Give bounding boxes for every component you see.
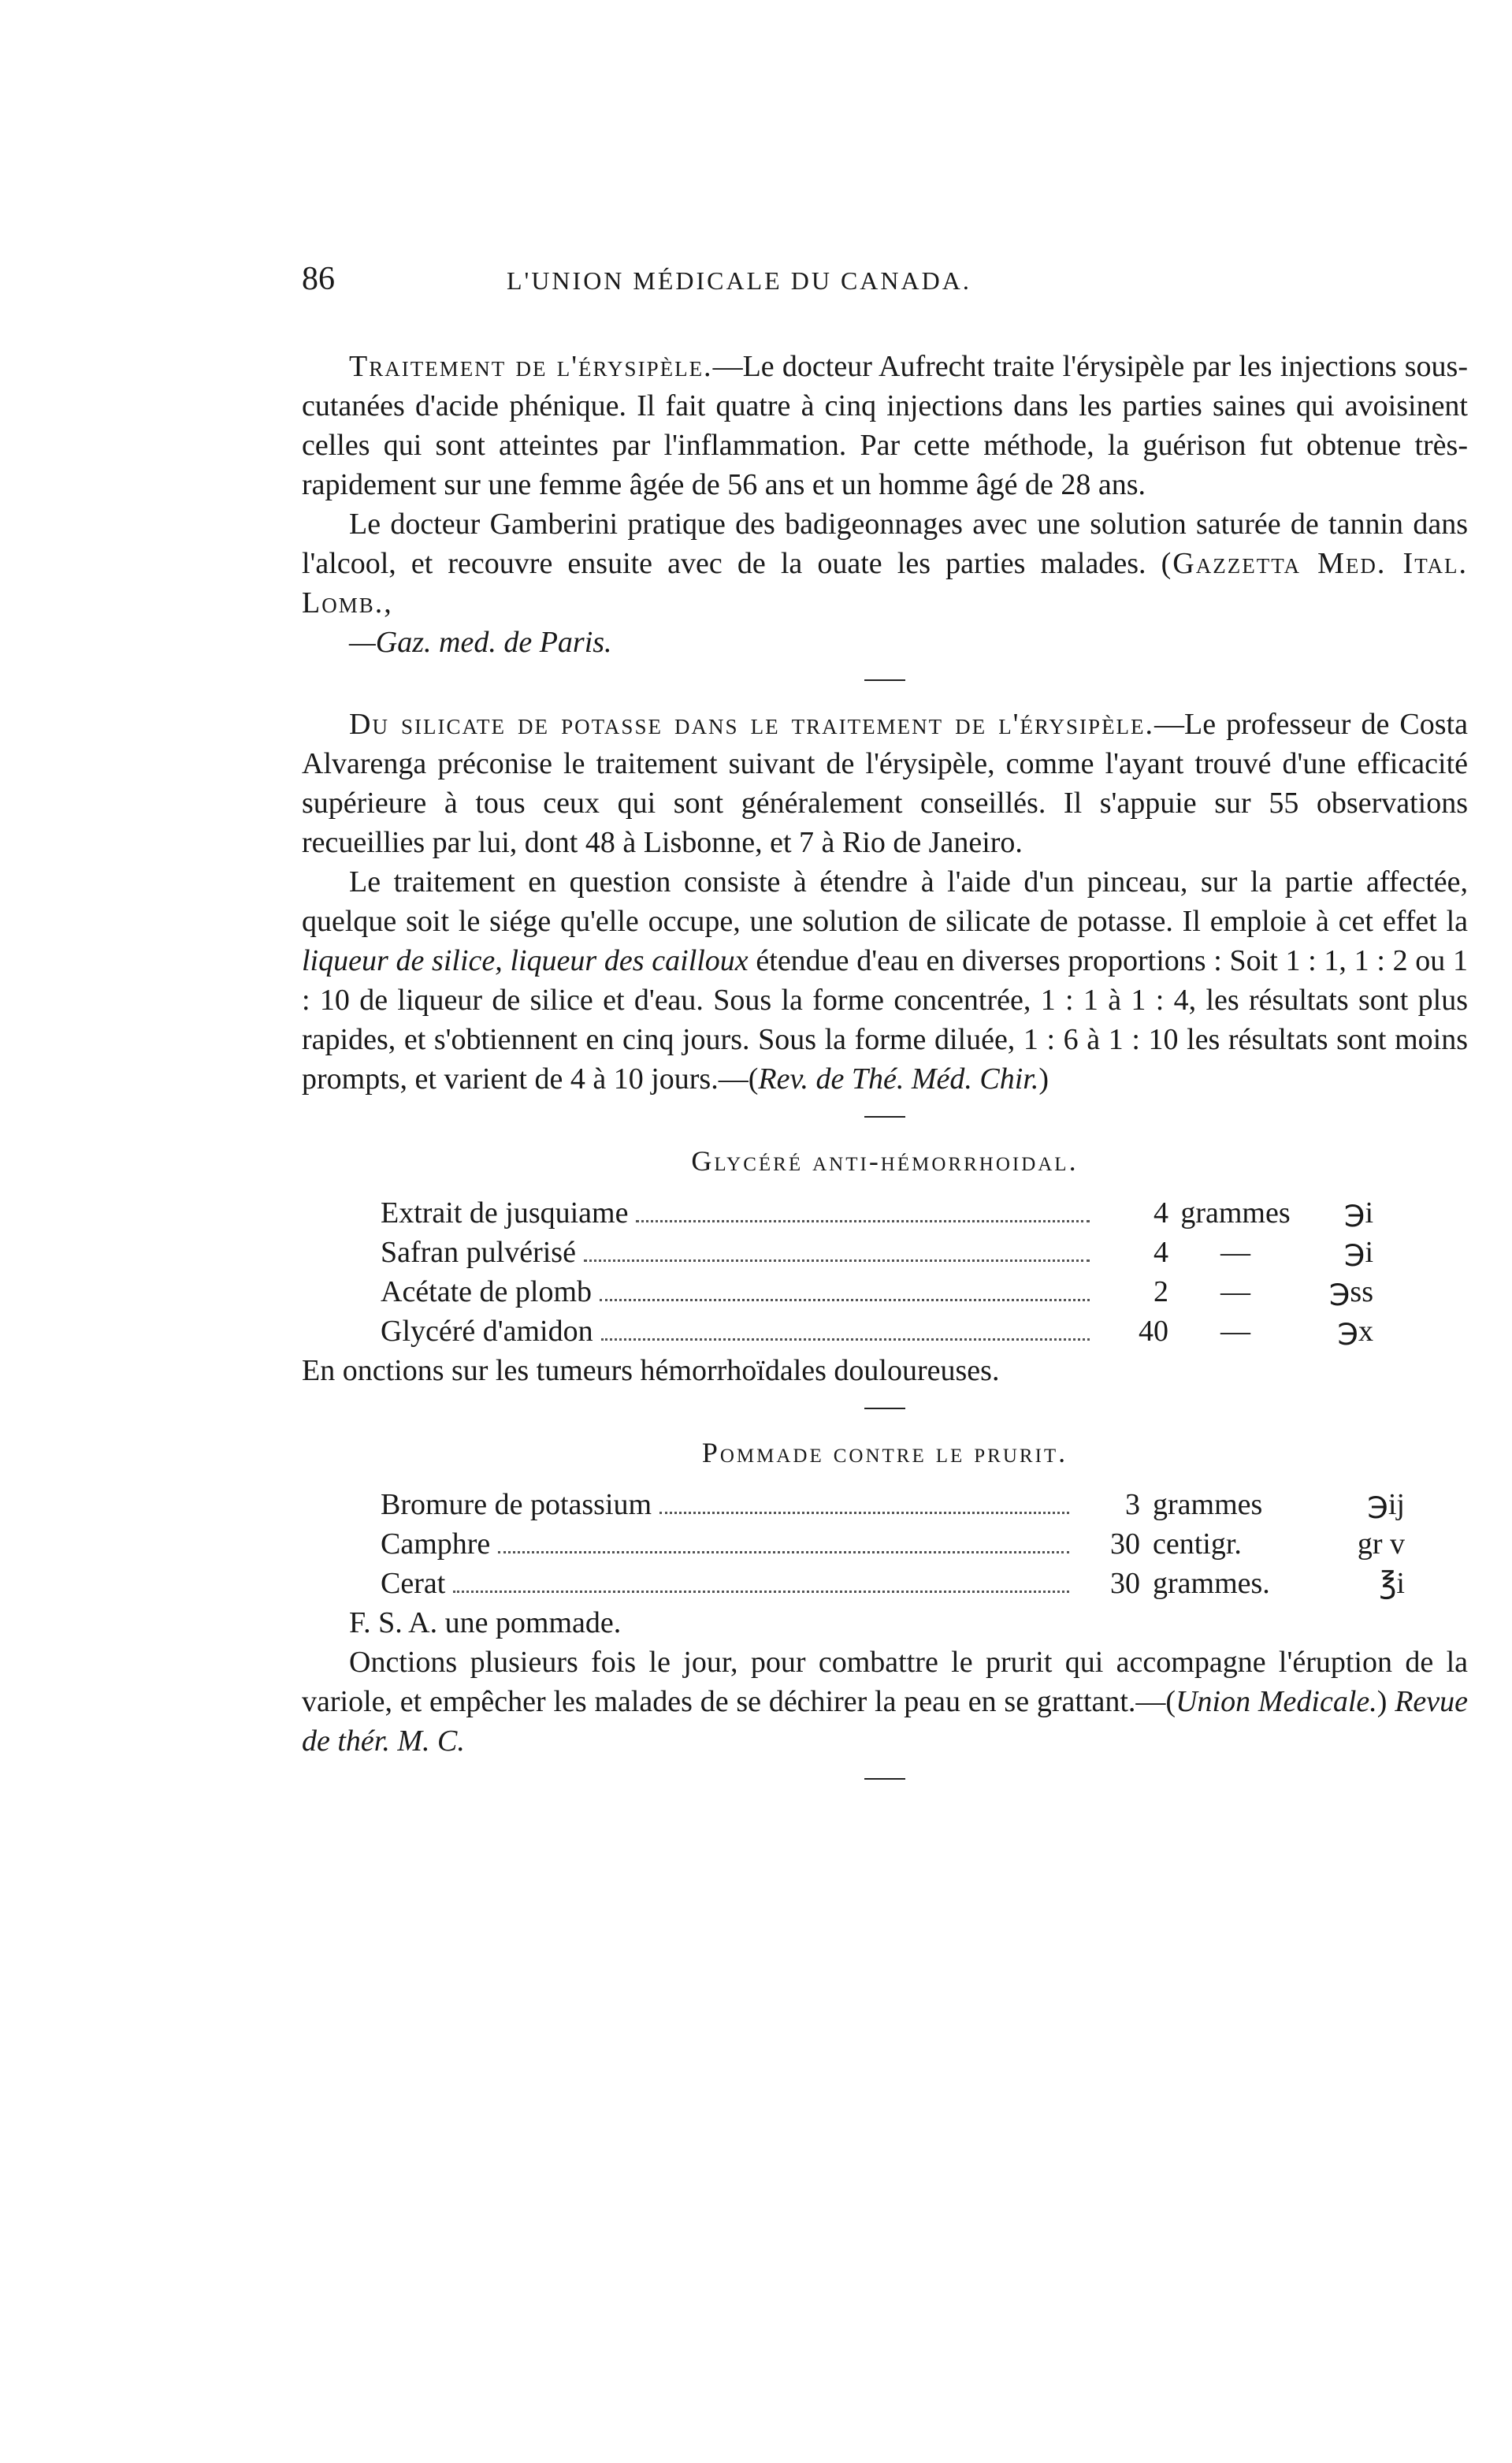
ingredient-name: Camphre	[381, 1527, 491, 1561]
ingredient-apothecary: ℈ss	[1328, 1275, 1373, 1308]
running-title: L'UNION MÉDICALE DU CANADA.	[507, 266, 971, 295]
recipe-row	[381, 1272, 1373, 1311]
ingredient-name: Acétate de plomb	[381, 1275, 593, 1308]
ingredient-quantity: 30	[1110, 1527, 1140, 1561]
article-silicate-source: Rev. de Thé. Méd. Chir.	[758, 1062, 1039, 1096]
ingredient-name: Cerat	[381, 1567, 446, 1600]
separator-rule	[864, 679, 905, 681]
recipe-row	[381, 1564, 1405, 1603]
article-erysipele-paragraph-1	[302, 347, 1468, 504]
ingredient-quantity: 40	[1139, 1315, 1168, 1348]
ingredient-quantity: 4	[1154, 1196, 1168, 1230]
leader-dots	[453, 1591, 1069, 1593]
article-erysipele-paragraph-2	[302, 504, 1468, 623]
recipe-row	[381, 1233, 1373, 1272]
ingredient-quantity: 4	[1154, 1236, 1168, 1269]
ingredient-unit: —	[1220, 1275, 1250, 1308]
article-silicate-para2-a: Le traitement en question consiste à étendre à l'aide d'un pinceau, sur la partie affectée, quelque soit le siége qu'elle occupe, une solution de silicate de potasse. Il emploie à cet effet la	[302, 865, 1468, 938]
article-erysipele-para2: Le docteur Gamberini pratique des badigeonnages avec une solution saturée de tannin dans l'alcool, et recouvre ensuite avec de la ouate les parties malades.	[302, 508, 1468, 580]
leader-dots	[636, 1220, 1090, 1222]
ingredient-unit: —	[1220, 1236, 1250, 1269]
article-silicate-title: Du silicate de potasse dans le traitement de l'érysipèle.	[349, 708, 1155, 741]
ingredient-apothecary: ℥i	[1379, 1567, 1405, 1600]
article-erysipele-title: Traitement de l'érysipèle.	[349, 350, 713, 383]
article-erysipele-paragraph-3	[302, 623, 1468, 662]
article-silicate-paragraph-2	[302, 862, 1468, 1099]
separator-rule	[864, 1778, 905, 1780]
ingredient-unit: centigr.	[1153, 1527, 1242, 1561]
recipe-pommade-note-a: Onctions plusieurs fois le jour, pour combattre le prurit qui accompagne l'éruption de la variole, et empêcher les malades de se déchirer la peau en se grattant.—(	[302, 1646, 1468, 1718]
article-silicate-para2-b: étendue d'eau en diverses proportions : Soit 1 : 1, 1 : 2 ou 1 : 10 de liqueur de silice et d'eau. Sous la forme concentrée, 1 : 1 à 1 : 4, les résultats sont plus rapides, et s'obtiennent en cinq jours. Sous la forme diluée, 1 : 6 à 1 : 10 les résultats sont moins prompts, et varient de 4 à 10 jours.—(	[302, 944, 1468, 1096]
recipe-row	[381, 1311, 1373, 1351]
ingredient-apothecary: ℈i	[1343, 1196, 1373, 1230]
article-silicate-paragraph-1	[302, 705, 1468, 862]
leader-dots	[659, 1512, 1069, 1514]
leader-dots	[584, 1259, 1090, 1262]
recipe-row	[381, 1193, 1373, 1233]
article-silicate-para2-end: )	[1038, 1062, 1049, 1096]
recipe-pommade-list	[381, 1485, 1405, 1603]
ingredient-name: Glycéré d'amidon	[381, 1315, 593, 1348]
recipe-row	[381, 1485, 1405, 1524]
article-erysipele-source-2: —Gaz. med. de Paris.	[349, 626, 612, 659]
recipe-pommade-note-mid: )	[1376, 1685, 1388, 1718]
recipe-glycere-note: En onctions sur les tumeurs hémorrhoïdales douloureuses.	[302, 1354, 1000, 1387]
document-page	[302, 260, 1468, 1803]
page-header	[302, 260, 1468, 315]
article-erysipele-source-1: (Gazzetta Med. Ital. Lomb.,	[302, 547, 1469, 619]
ingredient-apothecary: ℈i	[1343, 1236, 1373, 1269]
recipe-glycere-title: Glycéré anti-hémorrhoidal.	[691, 1145, 1079, 1177]
ingredient-name: Bromure de potassium	[381, 1488, 652, 1521]
recipe-pommade-title: Pommade contre le prurit.	[701, 1437, 1068, 1468]
ingredient-quantity: 2	[1154, 1275, 1168, 1308]
page-number: 86	[302, 261, 335, 297]
recipe-pommade-fsa: F. S. A. une pommade.	[349, 1606, 622, 1639]
ingredient-apothecary: ℈ij	[1367, 1488, 1405, 1521]
ingredient-unit: —	[1220, 1315, 1250, 1348]
article-erysipele-body: —Le docteur Aufrecht traite l'érysipèle par les injections sous-cutanées d'acide phénique. Il fait quatre à cinq injections dans les parties saines qui avoisinent celles qui sont atteintes par l'inflammation. Par cette méthode, la guérison fut obtenue très-rapidement sur une femme âgée de 56 ans et un homme âgé de 28 ans.	[302, 350, 1468, 501]
ingredient-quantity: 3	[1125, 1488, 1140, 1521]
recipe-pommade-source-1: Union Medicale.	[1176, 1685, 1377, 1718]
recipe-row	[381, 1524, 1405, 1564]
separator-rule	[864, 1116, 905, 1118]
ingredient-apothecary: ℈x	[1337, 1315, 1373, 1348]
separator-rule	[864, 1408, 905, 1409]
leader-dots	[498, 1551, 1069, 1553]
ingredient-name: Safran pulvérisé	[381, 1236, 576, 1269]
ingredient-unit: grammes	[1153, 1488, 1263, 1521]
article-silicate-body: —Le professeur de Costa Alvarenga préconise le traitement suivant de l'érysipèle, comme l'ayant trouvé d'une efficacité supérieure à tous ceux qui sont généralement conseillés. Il s'appuie sur 55 observations recueillies par lui, dont 48 à Lisbonne, et 7 à Rio de Janeiro.	[302, 708, 1468, 859]
recipe-pommade-source-2: Revue de thér. M. C.	[302, 1685, 1469, 1758]
recipe-pommade-note	[302, 1643, 1468, 1761]
leader-dots	[600, 1299, 1090, 1301]
ingredient-name: Extrait de jusquiame	[381, 1196, 629, 1230]
ingredient-unit: grammes	[1180, 1196, 1291, 1230]
article-silicate-para2-italic: liqueur de silice, liqueur des cailloux	[302, 944, 749, 977]
ingredient-unit: grammes.	[1153, 1567, 1270, 1600]
ingredient-apothecary: gr v	[1357, 1527, 1405, 1561]
leader-dots	[601, 1338, 1090, 1341]
recipe-glycere-list	[381, 1193, 1373, 1351]
ingredient-quantity: 30	[1110, 1567, 1140, 1600]
